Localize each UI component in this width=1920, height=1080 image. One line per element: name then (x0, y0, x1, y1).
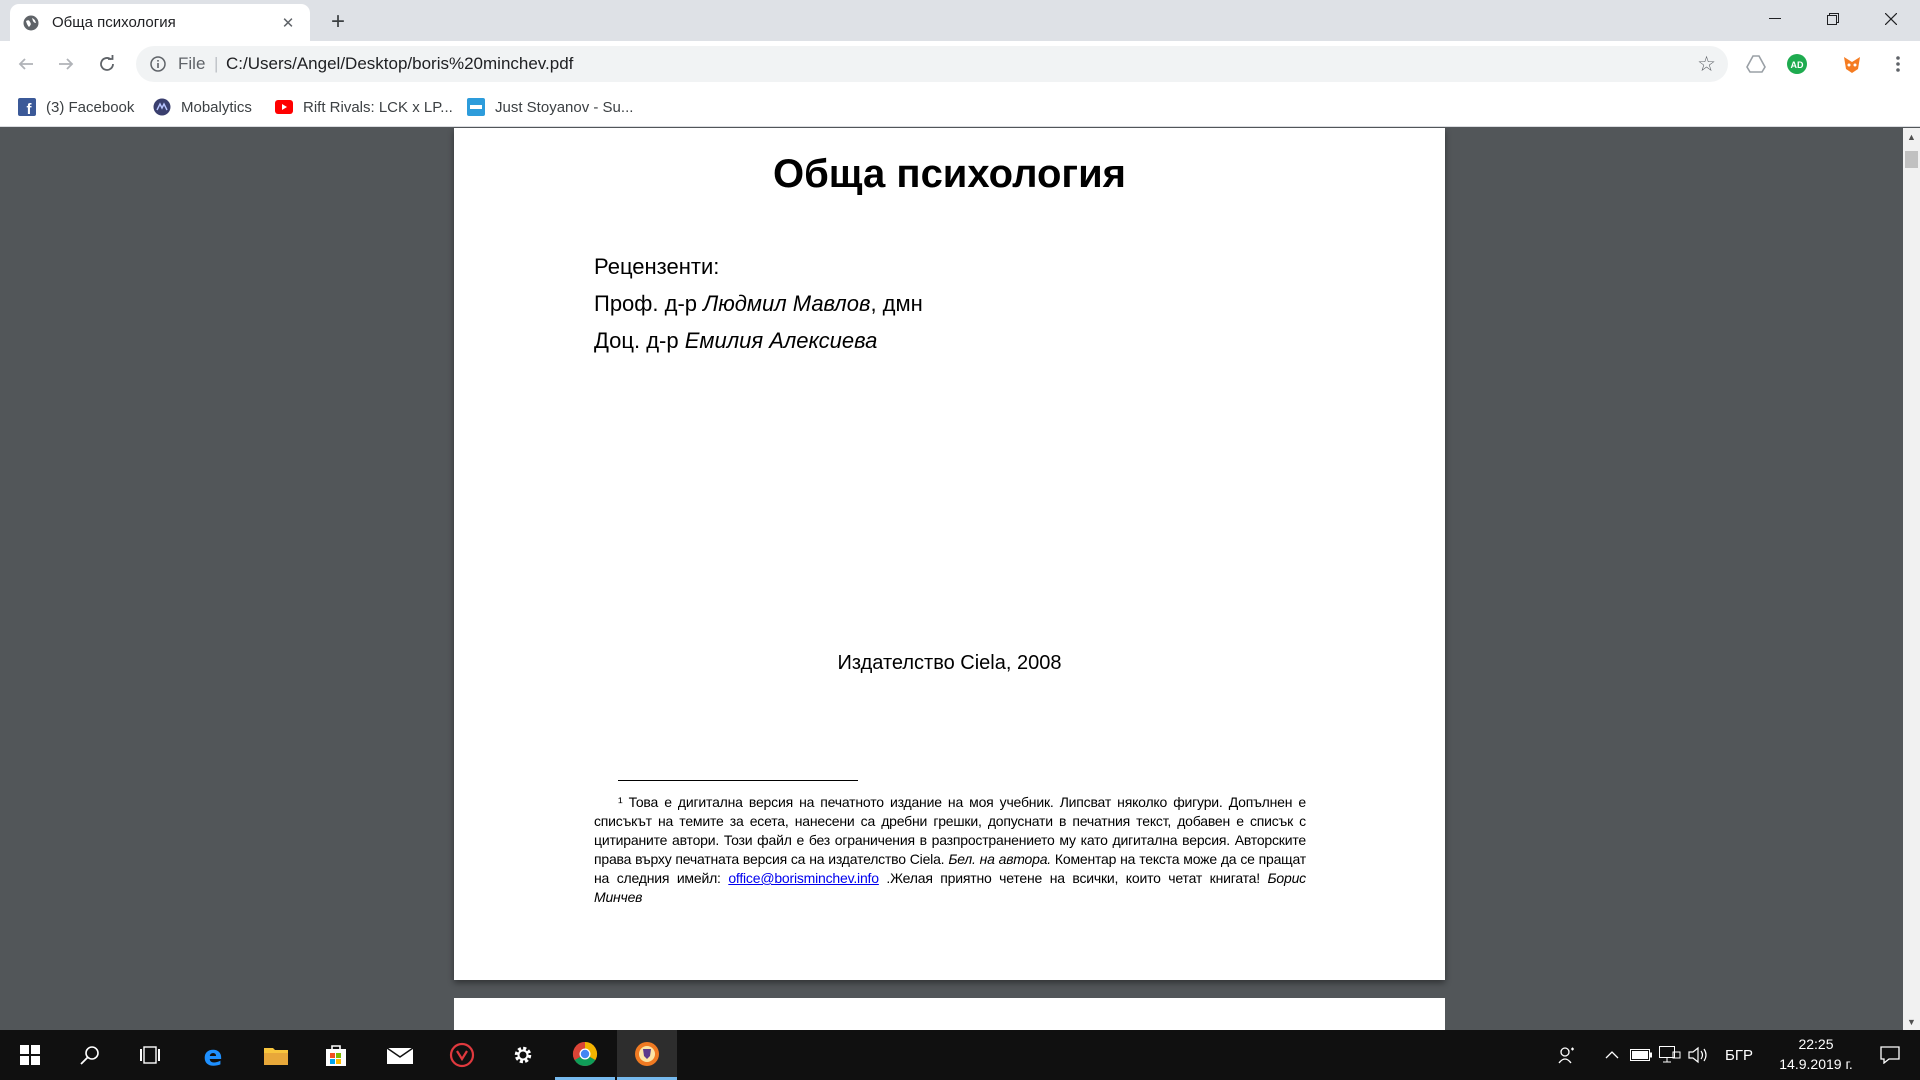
battery-icon[interactable] (1628, 1030, 1654, 1080)
bookmark-label: Just Stoyanov - Su... (495, 98, 634, 116)
new-tab-button[interactable]: + (330, 8, 345, 35)
task-view-icon[interactable] (120, 1030, 180, 1080)
bookmark-label: (3) Facebook (46, 98, 135, 116)
scrollbar-thumb[interactable] (1905, 151, 1918, 168)
tab-active[interactable] (10, 4, 310, 41)
windows-start-icon[interactable] (0, 1030, 60, 1080)
file-explorer-icon[interactable] (246, 1030, 306, 1080)
mobalytics-icon (153, 98, 171, 116)
reviewer-1: Проф. д-р Людмил Мавлов, дмн (594, 291, 923, 316)
info-icon[interactable] (148, 54, 168, 74)
store-icon[interactable] (306, 1030, 366, 1080)
bookmark-rift-rivals[interactable] (275, 97, 453, 117)
clock[interactable] (1766, 1034, 1866, 1074)
signature: Борис Минчев (594, 870, 1306, 905)
toolbar (0, 41, 1920, 87)
url-scheme: File (178, 54, 206, 73)
scroll-up-icon[interactable]: ▲ (1907, 131, 1916, 142)
footnote-marker: ¹ (618, 794, 623, 810)
tab-strip (0, 0, 1920, 41)
back-icon[interactable] (10, 48, 42, 80)
reviewer-2: Доц. д-р Емилия Алексиева (594, 328, 878, 353)
network-icon[interactable] (1657, 1030, 1683, 1080)
stream-icon (467, 98, 485, 116)
bookmark-mobalytics[interactable] (153, 97, 252, 117)
publisher-line: Издателство Ciela, 2008 (837, 652, 1062, 674)
game-icon[interactable] (432, 1030, 492, 1080)
volume-icon[interactable] (1686, 1030, 1712, 1080)
pdf-page-next (454, 998, 1445, 1030)
scroll-down-icon[interactable]: ▼ (1907, 1016, 1916, 1027)
bookmark-just-stoyanov[interactable] (467, 97, 633, 117)
pdf-viewer[interactable] (0, 128, 1920, 1030)
drive-icon[interactable] (1744, 52, 1768, 76)
notifications-icon[interactable] (1866, 1030, 1914, 1080)
facebook-icon (18, 98, 36, 116)
forward-icon[interactable] (50, 48, 82, 80)
chrome-menu-icon[interactable] (1886, 52, 1910, 76)
search-icon[interactable] (60, 1030, 120, 1080)
globe-icon (22, 14, 40, 32)
bookmark-facebook[interactable] (18, 97, 134, 117)
page-title: Обща психология (772, 152, 1126, 196)
clock-date: 14.9.2019 г. (1779, 1056, 1853, 1072)
taskbar (0, 1030, 1920, 1080)
footnote: ¹ Това е дигитална версия на печатното издание на моя учебник. Липсват няколко фигури. Допълнен е списъкът на темите за есета, нанесени са дребни грешки, допуснати в печатния текст, добавен е списък с цитираните автори. Този файл е без ограничения в разпространението му като дигитална версия. Авторските права върху печатната версия са на издателство Ciela. Бел. на автора. Коментар на текста може да се пращат на следния имейл: office@borisminchev.info .Желая приятно четене на всички, които четат книгата! Борис Минчев (594, 794, 1306, 905)
scrollbar[interactable] (1903, 128, 1920, 1030)
adguard-icon[interactable] (1785, 52, 1809, 76)
reviewer-1-name: Людмил Мавлов (703, 291, 871, 316)
language-indicator[interactable]: БГР (1725, 1046, 1753, 1064)
bookmarks-bar (0, 87, 1920, 127)
svg-text:f: f (26, 101, 32, 116)
reload-icon[interactable] (91, 48, 123, 80)
restore-icon[interactable] (1804, 0, 1862, 38)
extension-orange-icon[interactable] (1840, 52, 1864, 76)
brave-icon[interactable] (617, 1030, 677, 1080)
clock-time: 22:25 (1798, 1036, 1834, 1052)
reviewers-block (594, 248, 923, 359)
chrome-icon[interactable] (555, 1030, 615, 1080)
email-link[interactable]: office@borisminchev.info (728, 870, 879, 886)
tab-title: Обща психология (52, 14, 176, 31)
mail-icon[interactable] (370, 1030, 430, 1080)
author-note: Бел. на автора. (948, 851, 1051, 867)
tab-close-icon[interactable]: ✕ (281, 14, 295, 32)
bookmark-label: Mobalytics (181, 98, 252, 116)
chevron-up-icon[interactable] (1600, 1030, 1624, 1080)
people-icon[interactable] (1552, 1030, 1582, 1080)
url-text[interactable]: C:/Users/Angel/Desktop/boris%20minchev.pdf (226, 54, 574, 73)
svg-text:AD: AD (1790, 60, 1804, 70)
url-separator: | (214, 54, 219, 73)
edge-icon[interactable] (183, 1030, 243, 1080)
footnote-divider (618, 780, 858, 781)
minimize-icon[interactable] (1746, 0, 1804, 38)
bookmark-label: Rift Rivals: LCK x LP... (303, 98, 453, 116)
pdf-page (454, 128, 1445, 980)
close-icon[interactable] (1862, 0, 1920, 38)
reviewer-2-name: Емилия Алексиева (684, 328, 878, 353)
bookmark-star-icon[interactable]: ☆ (1697, 53, 1716, 76)
svg-text:e: e (203, 1042, 223, 1068)
settings-icon[interactable] (493, 1030, 553, 1080)
reviewers-label: Рецензенти: (594, 254, 720, 279)
address-bar[interactable] (136, 46, 1728, 82)
youtube-icon (275, 98, 293, 116)
